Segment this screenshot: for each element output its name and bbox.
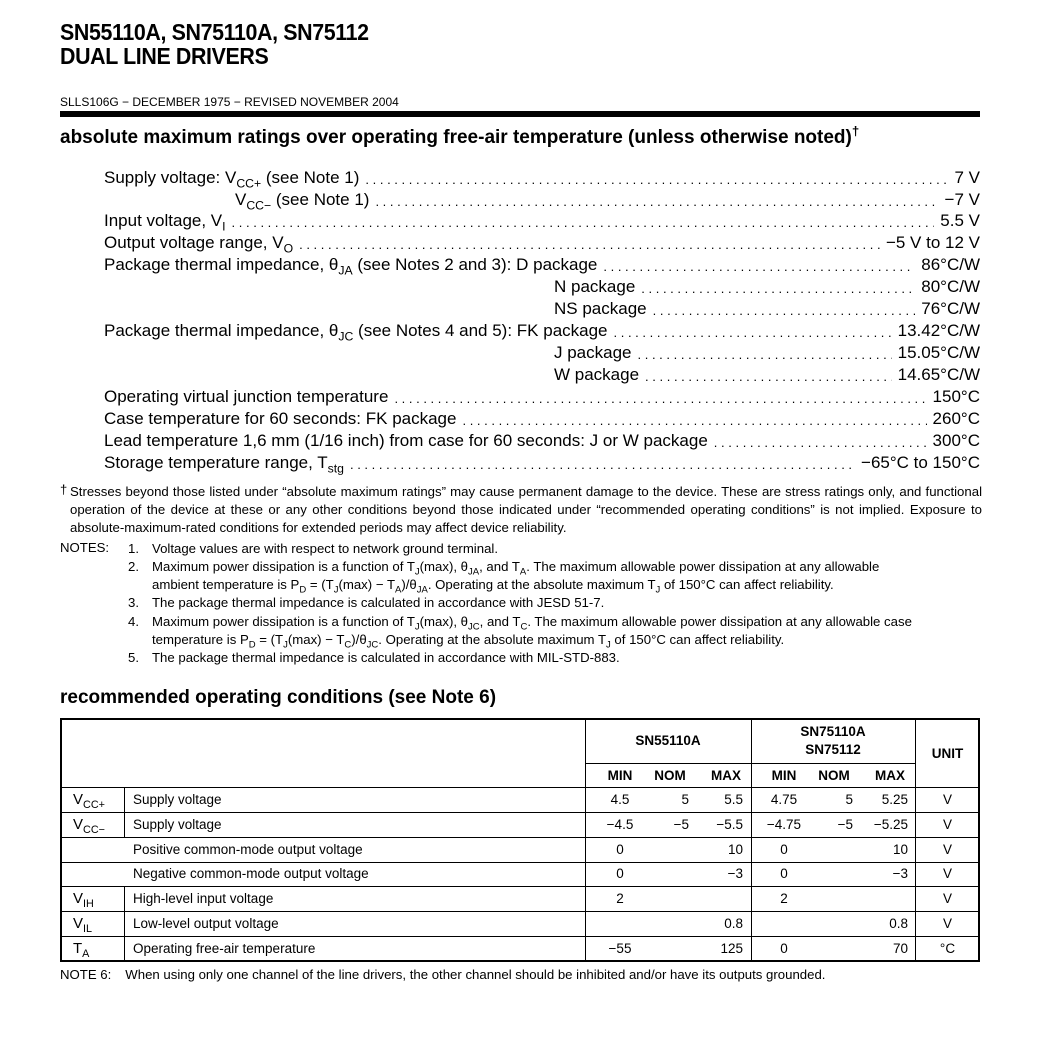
row-symbol-subscript: CC− bbox=[83, 823, 105, 836]
row-value-min: −55 bbox=[608, 941, 632, 956]
row-parameter: Positive common-mode output voltage bbox=[133, 842, 363, 857]
rating-label bbox=[554, 365, 639, 385]
roc-heading: recommended operating conditions (see Note 6) bbox=[60, 687, 497, 708]
subheader-min-sn55110a: MIN bbox=[607, 768, 633, 783]
row-value-min: 4.5 bbox=[610, 792, 630, 807]
note-1-text: Voltage values are with respect to network ground terminal. bbox=[152, 541, 498, 556]
rating-label-subscript: JC bbox=[338, 329, 354, 344]
note-4-line-1: Maximum power dissipation is a function of $T_J(\max)$, $\theta_{JC}$, and $T_C$. The maximum allowable power dissipation at any allowable case bbox=[152, 614, 912, 633]
rating-label-text: Supply voltage: V bbox=[104, 168, 237, 187]
note-2-line-2: ambient temperature is $P_D = (T_J(\max) - T_A)/\theta_{JA}$. Operating at the absolute maximum $T_J$ of 150°C can affect reliability. bbox=[152, 577, 834, 596]
row-symbol bbox=[73, 912, 123, 936]
document-title bbox=[60, 20, 369, 68]
row-unit: V bbox=[942, 792, 952, 807]
rating-label-text: J package bbox=[554, 343, 632, 362]
rating-label-text: N package bbox=[554, 277, 636, 296]
row-value-max: 0.8 bbox=[889, 916, 908, 931]
row-value-max: 10 bbox=[892, 842, 908, 857]
note-2-text bbox=[152, 558, 980, 594]
rating-output-voltage-range bbox=[104, 232, 980, 254]
dagger-mark: † bbox=[851, 123, 860, 139]
title-line-1: SN55110A, SN75110A, SN75112 bbox=[60, 19, 369, 45]
subheader-nom-sn55110a: NOM bbox=[654, 768, 686, 783]
subscript: D bbox=[299, 584, 307, 596]
rating-value: 15.05°C/W bbox=[897, 343, 980, 362]
row-value-min: 0 bbox=[616, 842, 624, 857]
rating-label-text: Package thermal impedance, θ bbox=[104, 255, 339, 274]
row-unit: °C bbox=[939, 941, 956, 956]
row-symbol-letter: V bbox=[73, 791, 84, 808]
rating-label-text: W package bbox=[554, 365, 640, 384]
row-value-min: −4.75 bbox=[766, 817, 802, 832]
row-value-min: 4.75 bbox=[770, 792, 798, 807]
row-symbol-subscript: IH bbox=[83, 897, 94, 910]
rating-label bbox=[104, 168, 360, 191]
row-symbol bbox=[73, 788, 123, 812]
row-parameter: Supply voltage bbox=[133, 792, 222, 807]
header-rule bbox=[60, 111, 980, 117]
note-5-text: The package thermal impedance is calculated in accordance with MIL-STD-883. bbox=[152, 650, 620, 665]
row-symbol bbox=[73, 813, 123, 837]
subheader-min-sn75110a: MIN bbox=[771, 768, 797, 783]
leader-dots bbox=[350, 451, 855, 476]
rating-label-text: V bbox=[235, 190, 247, 209]
rating-label-text: Storage temperature range, T bbox=[104, 453, 328, 472]
subscript: J bbox=[333, 584, 339, 596]
subscript: JA bbox=[468, 566, 480, 578]
row-value-max: 125 bbox=[720, 941, 743, 956]
group-header-sn55110a: SN55110A bbox=[635, 733, 701, 748]
rating-value: 260°C bbox=[932, 409, 980, 428]
row-symbol-subscript: CC+ bbox=[83, 798, 105, 811]
row-value-max: −3 bbox=[892, 866, 908, 881]
notes-label: NOTES: bbox=[60, 540, 110, 555]
row-parameter: Negative common-mode output voltage bbox=[133, 866, 369, 881]
subscript: JC bbox=[366, 639, 379, 651]
note-4-line-2: temperature is $P_D = (T_J(\max) - T_C)/\theta_{JC}$. Operating at the absolute maximum $T_J$ of 150°C can affect reliability. bbox=[152, 632, 785, 651]
row-value-nom: 5 bbox=[681, 792, 689, 807]
subscript: JA bbox=[416, 584, 428, 596]
note-1-num: 1. bbox=[128, 541, 139, 556]
title-line-2: DUAL LINE DRIVERS bbox=[60, 43, 269, 69]
rating-label bbox=[554, 299, 647, 319]
rating-label bbox=[104, 387, 388, 407]
subscript: J bbox=[414, 621, 420, 633]
rating-input-voltage bbox=[104, 210, 980, 232]
rating-label bbox=[104, 431, 708, 451]
note-6-text: When using only one channel of the line drivers, the other channel should be inhibited and/or have its outputs grounded. bbox=[125, 967, 826, 982]
rating-value: 14.65°C/W bbox=[897, 365, 980, 384]
rating-label-text: Package thermal impedance, θ bbox=[104, 321, 339, 340]
rating-label-text: Operating virtual junction temperature bbox=[104, 387, 389, 406]
row-unit: V bbox=[942, 817, 952, 832]
row-value-max: −5.25 bbox=[873, 817, 908, 832]
note-4-num: 4. bbox=[128, 614, 139, 629]
unit-header: UNIT bbox=[931, 746, 964, 761]
row-value-min: 0 bbox=[616, 866, 624, 881]
row-symbol-letter: T bbox=[73, 940, 83, 957]
row-symbol-subscript: IL bbox=[83, 922, 93, 935]
row-value-min: −4.5 bbox=[606, 817, 634, 832]
rating-theta-ja-ns bbox=[104, 298, 980, 320]
rating-label-text: Lead temperature 1,6 mm (1/16 inch) from case for 60 seconds: J or W package bbox=[104, 431, 708, 450]
rating-label bbox=[104, 255, 598, 278]
rating-value: 86°C/W bbox=[921, 255, 980, 274]
group-header-sn75110a: SN75110A bbox=[800, 724, 866, 739]
row-value-nom: −5 bbox=[673, 817, 689, 832]
rating-label bbox=[104, 233, 294, 256]
row-symbol-letter: V bbox=[73, 890, 84, 907]
subscript: J bbox=[655, 584, 661, 596]
note-3-num: 3. bbox=[128, 595, 139, 610]
col-divider-sym-2 bbox=[124, 812, 125, 837]
row-parameter: Supply voltage bbox=[133, 817, 222, 832]
col-divider-sym-3 bbox=[124, 886, 125, 962]
rating-value: 7 V bbox=[954, 168, 980, 187]
rating-storage-temp bbox=[104, 452, 980, 474]
col-divider-sym-1 bbox=[124, 788, 125, 812]
rating-case-temp bbox=[104, 408, 980, 430]
col-divider-param bbox=[585, 718, 586, 962]
row-value-min: 2 bbox=[616, 891, 624, 906]
note-4 bbox=[128, 613, 980, 649]
note-6 bbox=[60, 967, 825, 982]
subscript: JC bbox=[468, 621, 480, 633]
rating-label bbox=[554, 343, 632, 363]
note-6-label: NOTE 6: bbox=[60, 967, 112, 982]
row-value-max: −5.5 bbox=[716, 817, 743, 832]
subscript: C bbox=[520, 621, 528, 633]
row-value-max: 10 bbox=[727, 842, 743, 857]
rating-label bbox=[235, 190, 370, 213]
row-symbol-subscript: A bbox=[82, 947, 90, 960]
rating-theta-jc-w bbox=[104, 364, 980, 386]
rating-theta-ja-d bbox=[104, 254, 980, 276]
rating-label-suffix: (see Notes 4 and 5): FK package bbox=[353, 321, 608, 340]
footnote-text: Stresses beyond those listed under “absolute maximum ratings” may cause permanent damage to the device. These are stress ratings only, and functional operation of the device at these or any other conditions beyond those indicated under “recommended operating conditions” is not implied. Exposure to absolute-maximum-rated conditions for extended periods may affect device reliability. bbox=[70, 484, 982, 535]
rating-label-subscript: CC+ bbox=[236, 176, 262, 191]
row-parameter: Low-level output voltage bbox=[133, 916, 279, 931]
rating-label-suffix: (see Note 1) bbox=[261, 168, 360, 187]
rating-label-subscript: I bbox=[222, 219, 226, 234]
abs-max-footnote bbox=[60, 483, 982, 537]
rating-label bbox=[104, 321, 608, 344]
row-unit: V bbox=[942, 891, 952, 906]
subscript: A bbox=[519, 566, 527, 578]
rating-label-subscript: stg bbox=[327, 461, 344, 476]
row-symbol bbox=[73, 937, 123, 961]
row-value-max: 0.8 bbox=[724, 916, 743, 931]
row-symbol-letter: V bbox=[73, 816, 84, 833]
rating-junction-temp bbox=[104, 386, 980, 408]
row-value-min: 2 bbox=[780, 891, 788, 906]
note-2-line-1: Maximum power dissipation is a function of $T_J(\max)$, $\theta_{JA}$, and $T_A$. The maximum allowable power dissipation at any allowable bbox=[152, 559, 880, 578]
rating-lead-temp bbox=[104, 430, 980, 452]
subheader-nom-sn75110a: NOM bbox=[818, 768, 850, 783]
footnote-dagger: † bbox=[60, 482, 68, 497]
row-value-max: −3 bbox=[727, 866, 743, 881]
row-value-min: 0 bbox=[780, 941, 788, 956]
note-3-text: The package thermal impedance is calculated in accordance with JESD 51-7. bbox=[152, 595, 605, 610]
rating-label-text: NS package bbox=[554, 299, 647, 318]
rating-theta-ja-n bbox=[104, 276, 980, 298]
row-value-max: 5.25 bbox=[881, 792, 908, 807]
subheader-max-sn75110a: MAX bbox=[875, 768, 905, 783]
rating-label-subscript: CC− bbox=[246, 198, 272, 213]
rating-value: 76°C/W bbox=[921, 299, 980, 318]
rating-label-subscript: JA bbox=[338, 263, 353, 278]
rating-label-suffix: (see Notes 2 and 3): D package bbox=[352, 255, 598, 274]
subscript: J bbox=[414, 566, 420, 578]
row-value-nom: −5 bbox=[837, 817, 853, 832]
rating-label bbox=[554, 277, 635, 297]
row-value-nom: 5 bbox=[845, 792, 853, 807]
rating-value: −7 V bbox=[944, 190, 980, 209]
row-symbol bbox=[73, 887, 123, 911]
rating-value: 5.5 V bbox=[940, 211, 980, 230]
note-2 bbox=[128, 558, 980, 594]
row-unit: V bbox=[942, 866, 952, 881]
subscript: A bbox=[395, 584, 402, 596]
document-id: SLLS106G − DECEMBER 1975 − REVISED NOVEMBER 2004 bbox=[60, 95, 399, 109]
row-value-max: 70 bbox=[892, 941, 908, 956]
rating-theta-jc-fk bbox=[104, 320, 980, 342]
note-5-num: 5. bbox=[128, 650, 139, 665]
row-parameter: High-level input voltage bbox=[133, 891, 274, 906]
rating-label bbox=[104, 453, 344, 476]
rating-label bbox=[104, 409, 456, 429]
abs-max-heading-text: absolute maximum ratings over operating free-air temperature (unless otherwise noted) bbox=[60, 127, 852, 148]
abs-max-heading bbox=[60, 123, 860, 149]
subscript: D bbox=[248, 639, 256, 651]
rating-value: −5 V to 12 V bbox=[885, 233, 980, 252]
subscript: J bbox=[283, 639, 288, 651]
rating-value: 13.42°C/W bbox=[897, 321, 980, 340]
note-3 bbox=[128, 594, 980, 612]
note-2-num: 2. bbox=[128, 559, 139, 574]
rating-label-subscript: O bbox=[283, 241, 294, 256]
row-unit: V bbox=[942, 842, 952, 857]
rating-label bbox=[104, 211, 226, 234]
subscript: J bbox=[606, 639, 611, 651]
note-4-text bbox=[152, 613, 980, 649]
rating-label-text: Case temperature for 60 seconds: FK package bbox=[104, 409, 457, 428]
subscript: C bbox=[344, 639, 352, 651]
group-header-sn75112: SN75112 bbox=[805, 742, 861, 757]
note-5 bbox=[128, 649, 980, 667]
rating-theta-jc-j bbox=[104, 342, 980, 364]
subheader-max-sn55110a: MAX bbox=[711, 768, 741, 783]
rating-label-text: Output voltage range, V bbox=[104, 233, 284, 252]
row-symbol-letter: V bbox=[73, 915, 84, 932]
row-value-min: 0 bbox=[780, 866, 788, 881]
row-unit: V bbox=[942, 916, 952, 931]
rating-value: −65°C to 150°C bbox=[861, 453, 980, 472]
note-1 bbox=[128, 540, 980, 558]
row-value-max: 5.5 bbox=[724, 792, 743, 807]
row-value-min: 0 bbox=[780, 842, 788, 857]
rating-value: 300°C bbox=[932, 431, 980, 450]
rating-label-suffix: (see Note 1) bbox=[271, 190, 370, 209]
row-parameter: Operating free-air temperature bbox=[133, 941, 316, 956]
rating-value: 80°C/W bbox=[921, 277, 980, 296]
rating-label-text: Input voltage, V bbox=[104, 211, 223, 230]
rating-value: 150°C bbox=[932, 387, 980, 406]
rating-supply-vcc-plus bbox=[104, 167, 980, 189]
